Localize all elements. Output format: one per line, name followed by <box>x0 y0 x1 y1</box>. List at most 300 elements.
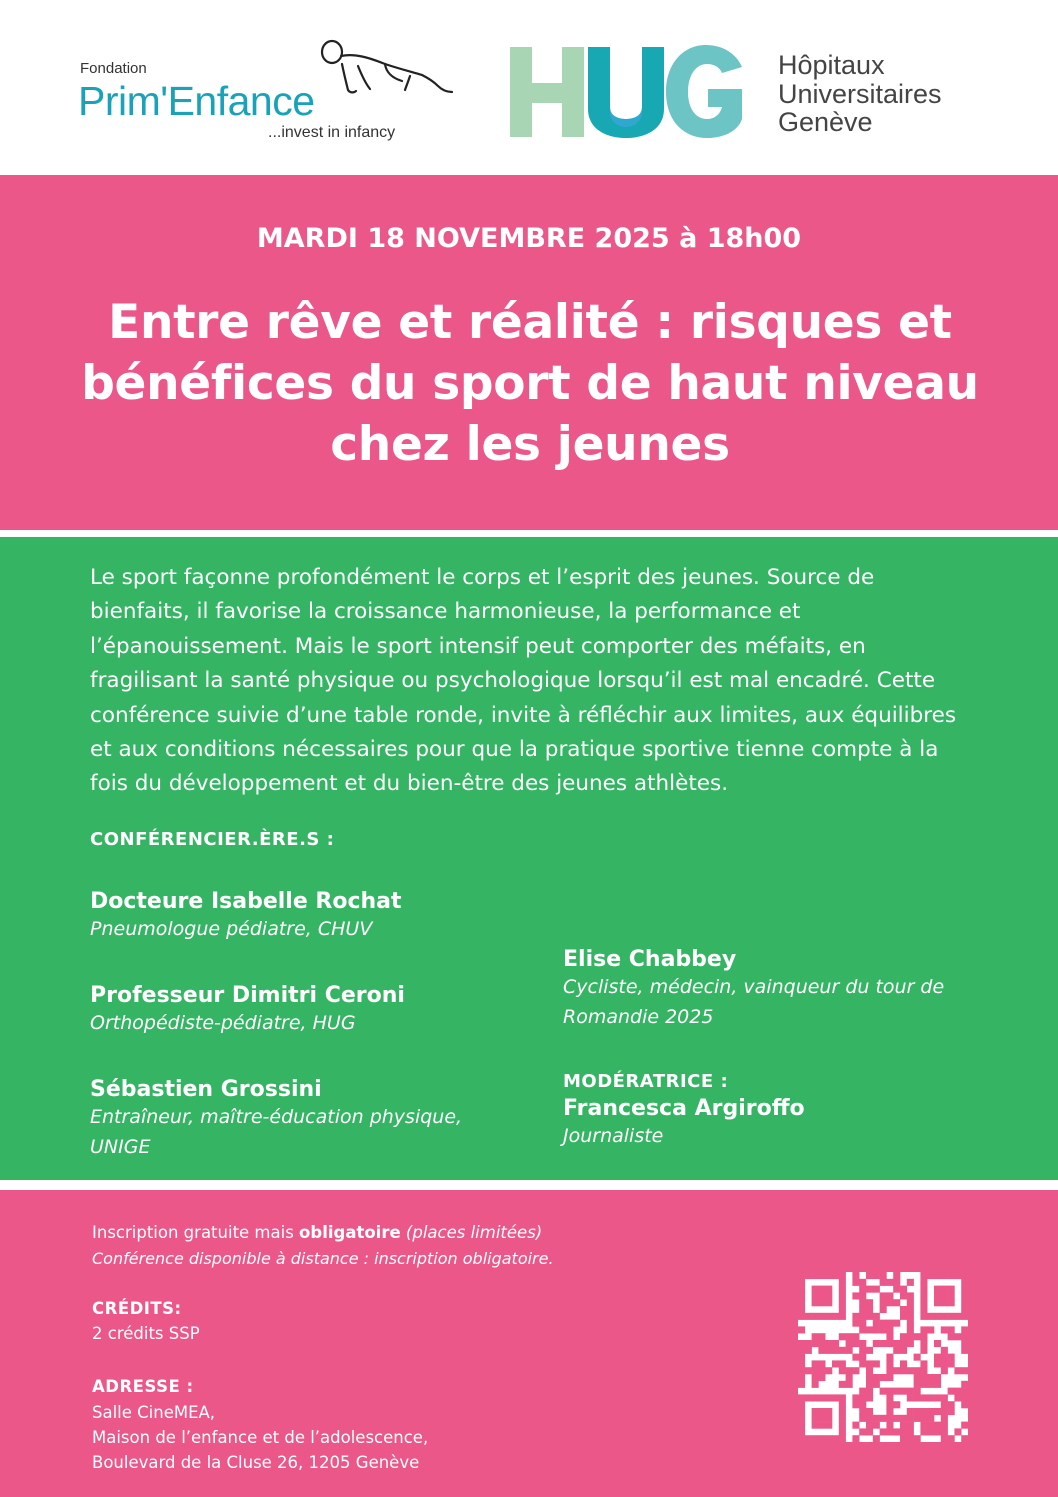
qr-module <box>859 1326 866 1333</box>
address-line: Boulevard de la Cluse 26, 1205 Genève <box>92 1453 420 1472</box>
qr-module <box>886 1415 893 1422</box>
qr-module <box>927 1272 934 1279</box>
qr-module <box>832 1394 839 1401</box>
qr-module <box>832 1340 839 1347</box>
qr-module <box>852 1401 859 1408</box>
qr-module <box>941 1422 948 1429</box>
qr-module <box>852 1333 859 1340</box>
qr-module <box>873 1435 880 1442</box>
qr-module <box>880 1415 887 1422</box>
qr-module <box>920 1272 927 1279</box>
qr-module <box>880 1326 887 1333</box>
qr-module <box>907 1320 914 1327</box>
qr-module <box>805 1435 812 1442</box>
qr-module <box>839 1299 846 1306</box>
qr-module <box>893 1401 900 1408</box>
qr-module <box>812 1415 819 1422</box>
hug-line-3: Genève <box>778 107 873 137</box>
qr-module <box>818 1313 825 1320</box>
qr-module <box>812 1299 819 1306</box>
qr-module <box>859 1408 866 1415</box>
qr-module <box>832 1313 839 1320</box>
qr-module <box>961 1326 968 1333</box>
qr-module <box>812 1333 819 1340</box>
qr-module <box>914 1354 921 1361</box>
qr-module <box>825 1313 832 1320</box>
qr-module <box>886 1360 893 1367</box>
qr-module <box>961 1286 968 1293</box>
qr-module <box>818 1360 825 1367</box>
qr-module <box>941 1299 948 1306</box>
address-line: Maison de l’enfance et de l’adolescence, <box>92 1428 429 1447</box>
qr-module <box>832 1347 839 1354</box>
qr-module <box>825 1394 832 1401</box>
crawling-baby-icon <box>310 38 460 98</box>
qr-module <box>852 1422 859 1429</box>
qr-module <box>941 1286 948 1293</box>
qr-module <box>900 1333 907 1340</box>
qr-module <box>961 1381 968 1388</box>
qr-module <box>893 1428 900 1435</box>
qr-module <box>839 1415 846 1422</box>
qr-module <box>880 1306 887 1313</box>
qr-module <box>873 1381 880 1388</box>
qr-module <box>886 1374 893 1381</box>
qr-module <box>927 1422 934 1429</box>
qr-module <box>812 1408 819 1415</box>
hug-institution-name <box>778 51 942 137</box>
qr-module <box>961 1299 968 1306</box>
qr-module <box>907 1415 914 1422</box>
qr-module <box>839 1367 846 1374</box>
qr-module <box>961 1388 968 1395</box>
qr-module <box>873 1320 880 1327</box>
qr-module <box>907 1292 914 1299</box>
qr-module <box>948 1286 955 1293</box>
qr-module <box>961 1333 968 1340</box>
qr-module <box>852 1313 859 1320</box>
qr-module <box>866 1272 873 1279</box>
qr-module <box>798 1306 805 1313</box>
qr-module <box>914 1367 921 1374</box>
hug-logo <box>510 45 990 145</box>
qr-module <box>846 1333 853 1340</box>
footer-info <box>0 1190 1058 1497</box>
qr-module <box>818 1347 825 1354</box>
qr-module <box>818 1408 825 1415</box>
qr-module <box>880 1340 887 1347</box>
qr-module <box>948 1354 955 1361</box>
qr-module <box>839 1428 846 1435</box>
qr-module <box>907 1367 914 1374</box>
qr-module <box>852 1394 859 1401</box>
qr-module <box>948 1408 955 1415</box>
qr-module <box>812 1292 819 1299</box>
moderator-role: Journaliste <box>563 1125 664 1147</box>
speaker-role: Pneumologue pédiatre, CHUV <box>90 918 373 940</box>
qr-module <box>859 1401 866 1408</box>
qr-module <box>914 1333 921 1340</box>
qr-module <box>927 1374 934 1381</box>
qr-module <box>852 1272 859 1279</box>
qr-module <box>948 1435 955 1442</box>
qr-module <box>818 1367 825 1374</box>
qr-module <box>866 1388 873 1395</box>
qr-module <box>798 1347 805 1354</box>
qr-module <box>818 1286 825 1293</box>
qr-module <box>900 1435 907 1442</box>
registration-prefix: Inscription gratuite mais <box>92 1223 300 1242</box>
qr-module <box>805 1367 812 1374</box>
qr-module <box>920 1299 927 1306</box>
qr-module <box>839 1286 846 1293</box>
qr-module <box>961 1367 968 1374</box>
qr-module <box>886 1388 893 1395</box>
qr-module <box>839 1279 846 1286</box>
qr-module <box>886 1394 893 1401</box>
qr-module <box>907 1299 914 1306</box>
qr-module <box>907 1340 914 1347</box>
qr-module <box>866 1347 873 1354</box>
speaker-name: Docteure Isabelle Rochat <box>90 889 402 914</box>
qr-module <box>893 1320 900 1327</box>
qr-module <box>886 1279 893 1286</box>
qr-module <box>866 1374 873 1381</box>
qr-module <box>839 1272 846 1279</box>
qr-module <box>852 1292 859 1299</box>
qr-module <box>907 1313 914 1320</box>
qr-module <box>886 1326 893 1333</box>
qr-module <box>920 1422 927 1429</box>
qr-module <box>859 1286 866 1293</box>
qr-module <box>941 1313 948 1320</box>
qr-module <box>886 1401 893 1408</box>
qr-module <box>941 1354 948 1361</box>
qr-module <box>907 1388 914 1395</box>
qr-module <box>914 1435 921 1442</box>
speaker-role: Orthopédiste-pédiatre, HUG <box>90 1012 356 1034</box>
qr-module <box>873 1326 880 1333</box>
qr-module <box>805 1347 812 1354</box>
qr-module <box>934 1394 941 1401</box>
qr-module <box>798 1408 805 1415</box>
qr-module <box>886 1299 893 1306</box>
qr-module <box>818 1394 825 1401</box>
speaker-card <box>563 947 983 1032</box>
qr-module <box>798 1340 805 1347</box>
qr-module <box>866 1299 873 1306</box>
qr-module <box>805 1272 812 1279</box>
qr-module <box>920 1326 927 1333</box>
qr-module <box>825 1292 832 1299</box>
qr-module <box>927 1313 934 1320</box>
qr-module <box>812 1435 819 1442</box>
prim-enfance-tagline: ...invest in infancy <box>268 124 396 141</box>
qr-module <box>825 1415 832 1422</box>
qr-module <box>818 1374 825 1381</box>
qr-module <box>941 1326 948 1333</box>
qr-module <box>900 1428 907 1435</box>
address-line: Salle CineMEA, <box>92 1403 216 1422</box>
qr-module <box>948 1272 955 1279</box>
qr-module <box>941 1394 948 1401</box>
speaker-card <box>90 983 510 1038</box>
qr-module <box>920 1292 927 1299</box>
moderator-name: Francesca Argiroffo <box>563 1096 805 1121</box>
qr-module <box>907 1333 914 1340</box>
qr-module <box>873 1340 880 1347</box>
qr-module <box>825 1340 832 1347</box>
qr-module <box>798 1435 805 1442</box>
qr-module <box>927 1415 934 1422</box>
qr-module <box>873 1272 880 1279</box>
hug-line-1: Hôpitaux <box>778 50 885 80</box>
qr-module <box>880 1272 887 1279</box>
qr-module <box>866 1306 873 1313</box>
qr-module <box>934 1299 941 1306</box>
qr-module <box>866 1428 873 1435</box>
qr-module <box>866 1415 873 1422</box>
qr-module <box>900 1313 907 1320</box>
qr-module <box>907 1326 914 1333</box>
qr-module <box>941 1292 948 1299</box>
qr-module <box>812 1367 819 1374</box>
speaker-role: Cycliste, médecin, vainqueur du tour de Romandie 2025 <box>563 976 945 1028</box>
qr-module <box>927 1408 934 1415</box>
event-title: Entre rêve et réalité : risques et bénéfices du sport de haut niveau chez les jeunes <box>81 295 979 472</box>
qr-module <box>961 1394 968 1401</box>
qr-module <box>798 1313 805 1320</box>
credits-value: 2 crédits SSP <box>92 1324 200 1343</box>
qr-module <box>852 1367 859 1374</box>
qr-module <box>873 1286 880 1293</box>
qr-module <box>941 1367 948 1374</box>
qr-module <box>920 1360 927 1367</box>
qr-module <box>961 1306 968 1313</box>
moderator-block <box>563 1071 983 1151</box>
qr-module <box>954 1272 961 1279</box>
qr-module <box>880 1388 887 1395</box>
qr-module <box>907 1394 914 1401</box>
qr-module <box>941 1347 948 1354</box>
hug-mark-icon <box>510 45 742 139</box>
qr-module <box>818 1422 825 1429</box>
qr-module <box>859 1360 866 1367</box>
qr-module <box>805 1313 812 1320</box>
qr-module <box>954 1313 961 1320</box>
qr-module <box>818 1333 825 1340</box>
qr-module <box>920 1313 927 1320</box>
qr-module <box>886 1354 893 1361</box>
speaker-name: Elise Chabbey <box>563 947 737 972</box>
qr-module <box>852 1354 859 1361</box>
qr-module <box>798 1299 805 1306</box>
qr-module <box>893 1415 900 1422</box>
qr-module <box>812 1313 819 1320</box>
qr-module <box>948 1292 955 1299</box>
qr-module <box>948 1326 955 1333</box>
qr-code-icon <box>798 1272 968 1442</box>
qr-module <box>886 1340 893 1347</box>
qr-module <box>798 1279 805 1286</box>
qr-module <box>954 1367 961 1374</box>
qr-module <box>818 1435 825 1442</box>
address-heading: ADRESSE : <box>92 1377 194 1396</box>
qr-module <box>927 1394 934 1401</box>
qr-module <box>798 1286 805 1293</box>
qr-module <box>859 1394 866 1401</box>
qr-module <box>798 1292 805 1299</box>
qr-module <box>798 1428 805 1435</box>
qr-module <box>900 1388 907 1395</box>
qr-module <box>893 1388 900 1395</box>
qr-module <box>818 1292 825 1299</box>
qr-module <box>866 1381 873 1388</box>
qr-module <box>900 1340 907 1347</box>
qr-module <box>900 1347 907 1354</box>
qr-module <box>832 1272 839 1279</box>
qr-module <box>941 1401 948 1408</box>
qr-module <box>934 1422 941 1429</box>
qr-module <box>941 1272 948 1279</box>
qr-module <box>839 1360 846 1367</box>
qr-module <box>812 1340 819 1347</box>
qr-module <box>954 1394 961 1401</box>
qr-module <box>920 1306 927 1313</box>
prim-enfance-logo <box>78 38 458 148</box>
qr-module <box>934 1313 941 1320</box>
qr-module <box>886 1408 893 1415</box>
qr-module <box>873 1422 880 1429</box>
prim-enfance-wordmark: Prim'Enfance <box>78 78 315 124</box>
speakers-heading: CONFÉRENCIER.ÈRE.S : <box>90 829 335 850</box>
qr-module <box>859 1320 866 1327</box>
qr-module <box>941 1435 948 1442</box>
qr-module <box>907 1428 914 1435</box>
qr-module <box>880 1374 887 1381</box>
qr-module <box>934 1381 941 1388</box>
qr-module <box>818 1415 825 1422</box>
qr-module <box>920 1347 927 1354</box>
qr-module <box>954 1428 961 1435</box>
speaker-card <box>90 1077 510 1162</box>
qr-module <box>866 1313 873 1320</box>
qr-module <box>961 1340 968 1347</box>
qr-module <box>812 1374 819 1381</box>
qr-module <box>927 1381 934 1388</box>
qr-module <box>798 1401 805 1408</box>
qr-module <box>846 1340 853 1347</box>
qr-module <box>907 1435 914 1442</box>
qr-module <box>859 1340 866 1347</box>
qr-module <box>941 1428 948 1435</box>
qr-module <box>914 1408 921 1415</box>
qr-module <box>798 1394 805 1401</box>
qr-module <box>825 1272 832 1279</box>
qr-module <box>961 1313 968 1320</box>
qr-module <box>825 1286 832 1293</box>
qr-code[interactable] <box>798 1272 968 1442</box>
qr-module <box>880 1428 887 1435</box>
prim-fondation-label: Fondation <box>80 60 147 77</box>
qr-module <box>961 1435 968 1442</box>
qr-module <box>873 1313 880 1320</box>
qr-module <box>886 1320 893 1327</box>
qr-module <box>920 1340 927 1347</box>
qr-module <box>859 1306 866 1313</box>
qr-module <box>893 1340 900 1347</box>
qr-module <box>934 1360 941 1367</box>
qr-module <box>914 1415 921 1422</box>
qr-module <box>866 1422 873 1429</box>
qr-module <box>961 1279 968 1286</box>
qr-module <box>893 1286 900 1293</box>
qr-module <box>893 1272 900 1279</box>
qr-module <box>961 1272 968 1279</box>
qr-module <box>900 1292 907 1299</box>
qr-module <box>866 1360 873 1367</box>
qr-module <box>920 1381 927 1388</box>
qr-module <box>839 1422 846 1429</box>
qr-module <box>934 1354 941 1361</box>
qr-module <box>914 1388 921 1395</box>
qr-module <box>941 1408 948 1415</box>
qr-module <box>825 1299 832 1306</box>
qr-module <box>934 1286 941 1293</box>
qr-module <box>893 1347 900 1354</box>
qr-module <box>920 1367 927 1374</box>
qr-module <box>948 1313 955 1320</box>
qr-module <box>866 1394 873 1401</box>
qr-module <box>798 1326 805 1333</box>
speaker-card <box>90 889 510 944</box>
intro-paragraph <box>90 561 980 802</box>
qr-module <box>859 1279 866 1286</box>
speaker-role: Entraîneur, maître-éducation physique, UNIGE <box>90 1106 463 1158</box>
qr-module <box>948 1360 955 1367</box>
qr-module <box>954 1388 961 1395</box>
qr-module <box>825 1435 832 1442</box>
qr-module <box>893 1299 900 1306</box>
qr-module <box>846 1381 853 1388</box>
qr-module <box>927 1326 934 1333</box>
qr-module <box>907 1306 914 1313</box>
qr-module <box>934 1292 941 1299</box>
qr-module <box>866 1367 873 1374</box>
qr-module <box>805 1394 812 1401</box>
qr-module <box>880 1299 887 1306</box>
qr-module <box>798 1272 805 1279</box>
qr-module <box>880 1292 887 1299</box>
qr-module <box>839 1394 846 1401</box>
qr-module <box>920 1286 927 1293</box>
qr-module <box>873 1374 880 1381</box>
qr-module <box>893 1279 900 1286</box>
qr-module <box>914 1374 921 1381</box>
qr-module <box>948 1388 955 1395</box>
qr-module <box>839 1313 846 1320</box>
qr-module <box>832 1360 839 1367</box>
qr-module <box>839 1435 846 1442</box>
qr-module <box>954 1333 961 1340</box>
qr-module <box>859 1292 866 1299</box>
qr-module <box>846 1347 853 1354</box>
qr-module <box>920 1333 927 1340</box>
qr-module <box>948 1299 955 1306</box>
qr-module <box>886 1333 893 1340</box>
qr-module <box>920 1428 927 1435</box>
qr-module <box>859 1299 866 1306</box>
